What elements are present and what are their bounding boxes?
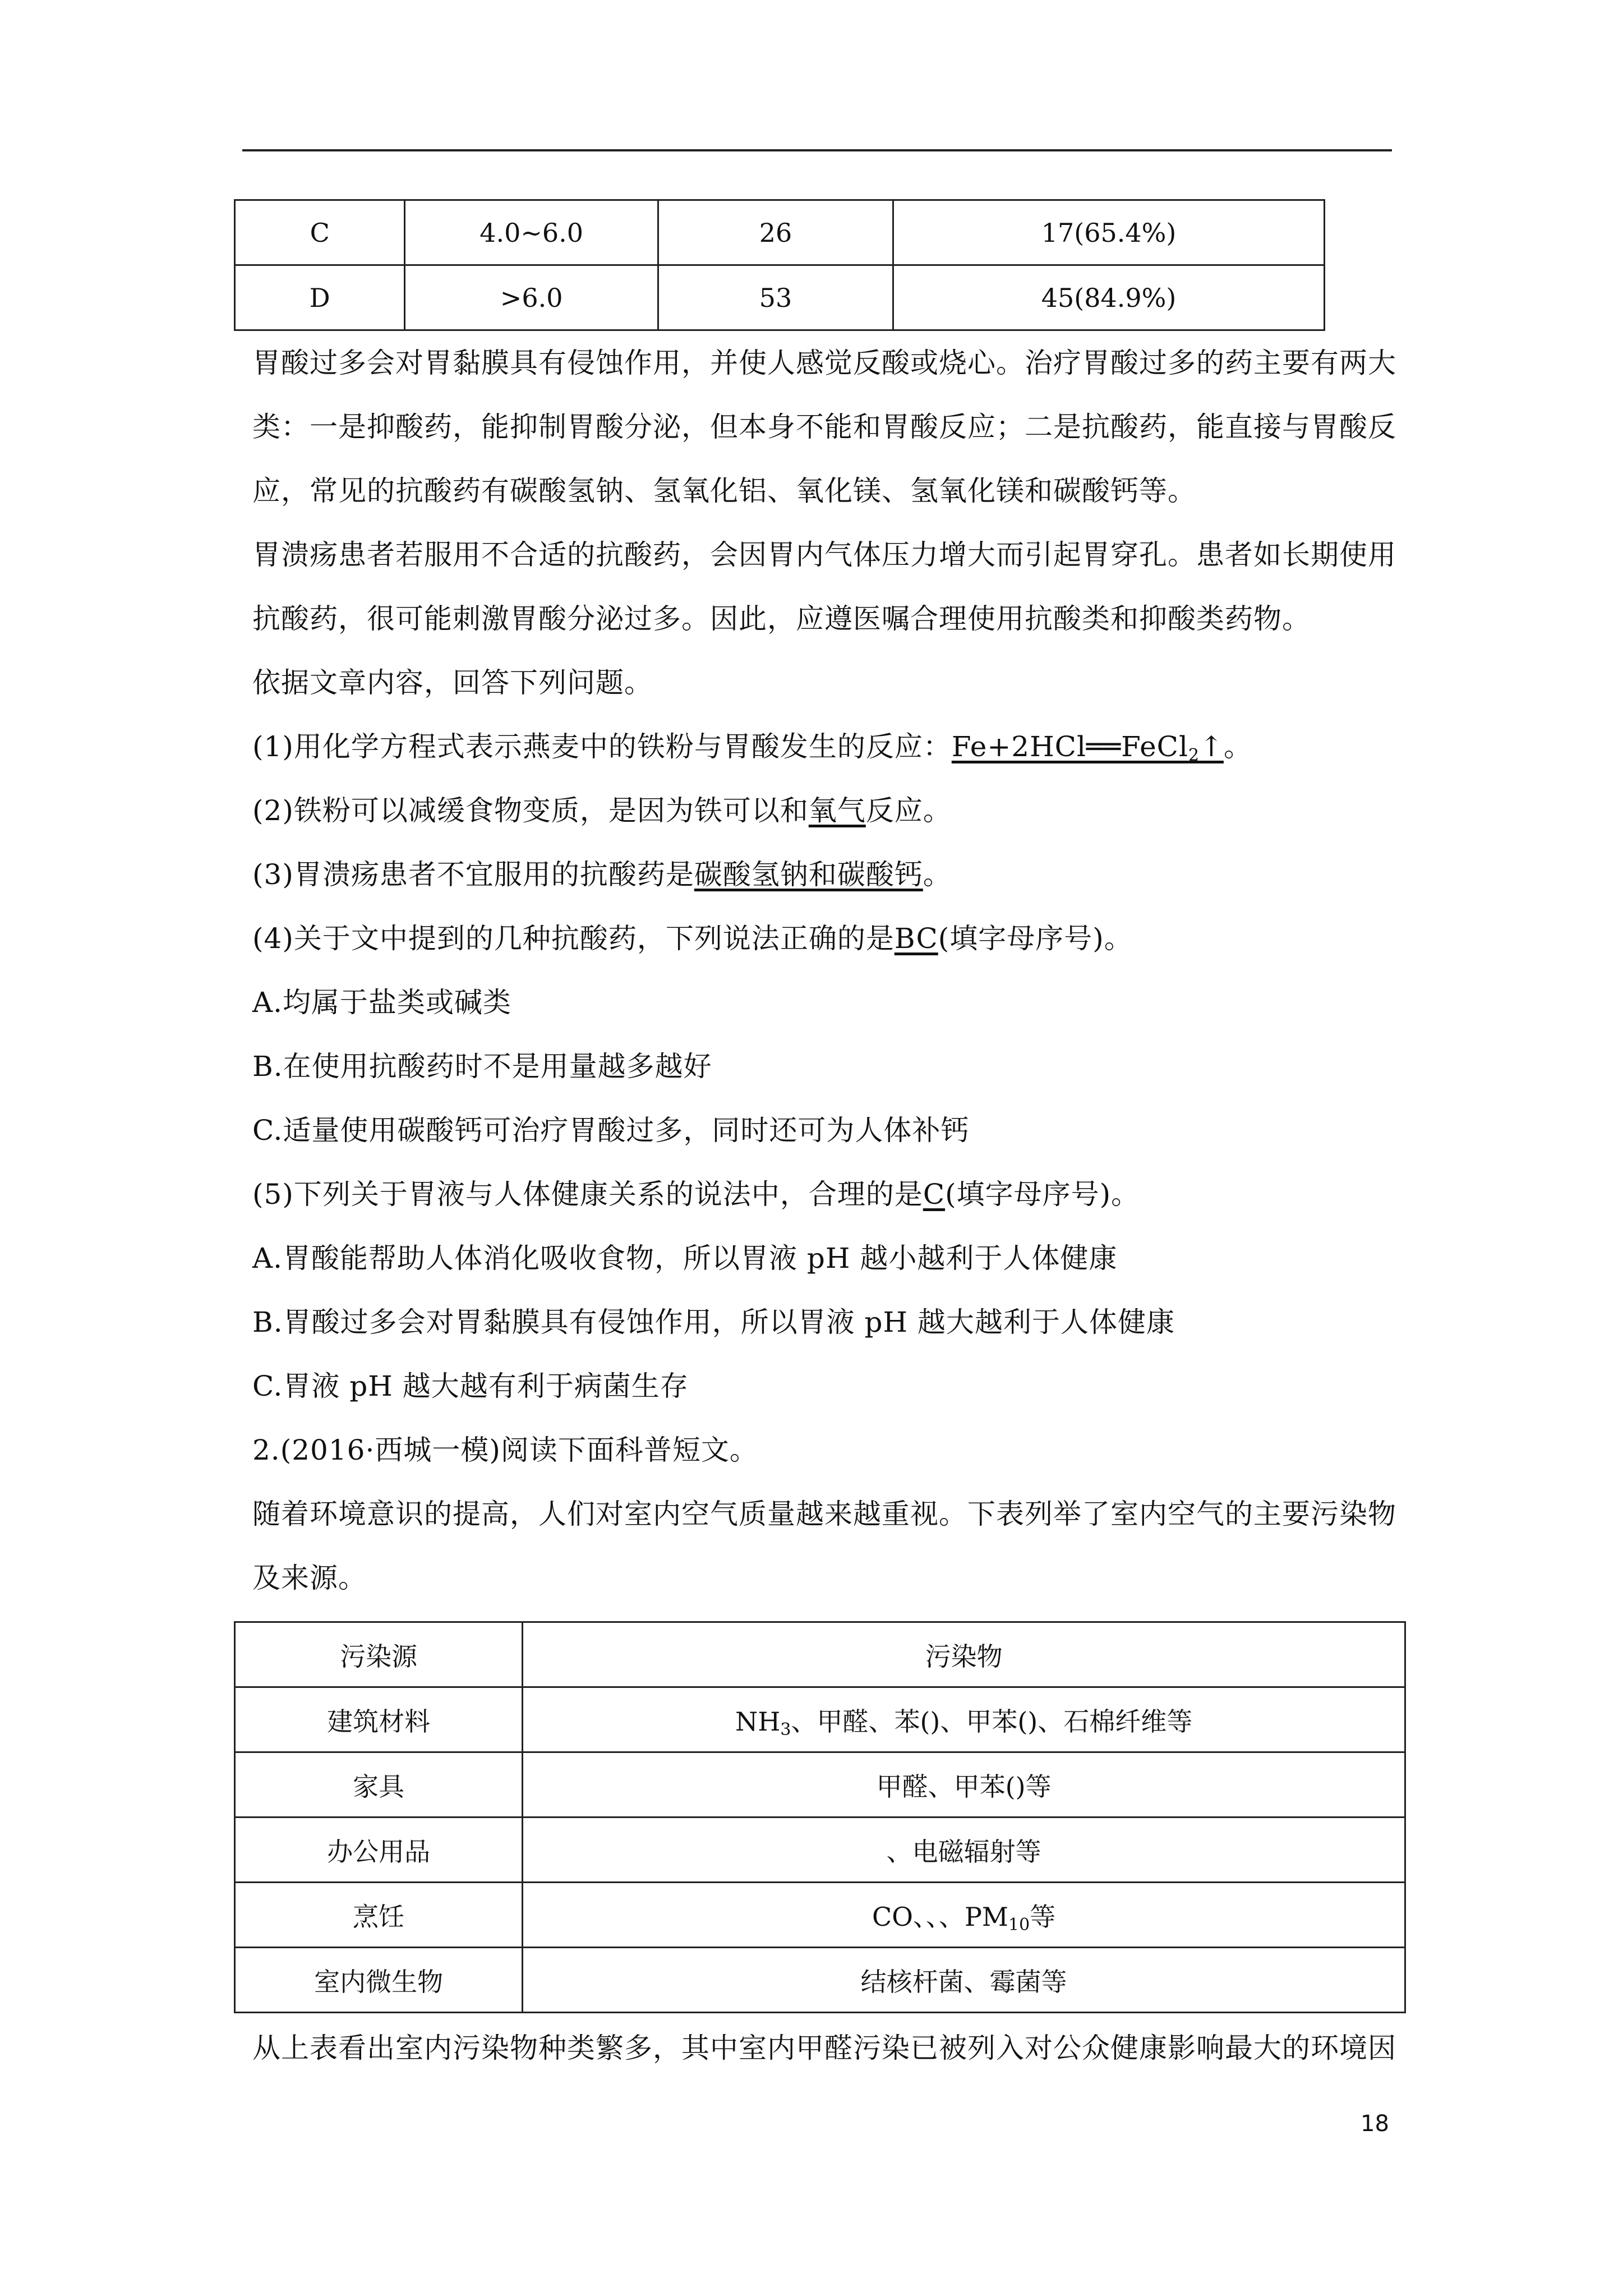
pollutant-table (234, 1621, 1406, 2013)
option-b: B.在使用抗酸药时不是用量越多越好 (252, 1050, 712, 1083)
answer-blank: 碳酸氢钠和碳酸钙 (694, 858, 923, 891)
answer-blank: C (923, 1178, 946, 1211)
option-b: B.胃酸过多会对胃黏膜具有侵蚀作用，所以胃液 pH 越大越利于人体健康 (252, 1306, 1175, 1338)
table-cell: 办公用品 (235, 1818, 523, 1883)
paragraph-line: 胃酸过多会对胃黏膜具有侵蚀作用，并使人感觉反酸或烧心。治疗胃酸过多的药主要有两大 (252, 347, 1396, 379)
question-5: (5)下列关于胃液与人体健康关系的说法中，合理的是C(填字母序号)。 (252, 1178, 1140, 1211)
paragraph-line: 类：一是抑酸药，能抑制胃酸分泌，但本身不能和胃酸反应；二是抗酸药，能直接与胃酸反 (252, 411, 1396, 443)
paragraph-line: 应，常见的抗酸药有碳酸氢钠、氢氧化铝、氧化镁、氢氧化镁和碳酸钙等。 (252, 475, 1196, 507)
table-cell: 、电磁辐射等 (523, 1818, 1405, 1883)
table-cell: 17(65.4%) (893, 200, 1325, 265)
answer-blank: Fe+2HCl══FeCl$_2$↑ (951, 730, 1224, 765)
paragraph-line: 抗酸药，很可能刺激胃酸分泌过多。因此，应遵医嘱合理使用抗酸类和抑酸类药物。 (252, 602, 1311, 635)
table-header-cell: 污染源 (235, 1622, 523, 1687)
option-c: C.胃液 pH 越大越有利于病菌生存 (252, 1370, 689, 1402)
question-text: (4)关于文中提到的几种抗酸药，下列说法正确的是 (252, 922, 895, 955)
table-cell: 结核杆菌、霉菌等 (523, 1948, 1405, 2013)
option-a: A.均属于盐类或碱类 (252, 986, 512, 1019)
option-c: C.适量使用碳酸钙可治疗胃酸过多，同时还可为人体补钙 (252, 1114, 970, 1147)
table-row (235, 1883, 1405, 1948)
table-header-cell: 污染物 (523, 1622, 1405, 1687)
table-cell: 26 (658, 200, 893, 265)
table-cell: CO、、、$PM_{10}$等 (523, 1883, 1405, 1948)
question-3: (3)胃溃疡患者不宜服用的抗酸药是碳酸氢钠和碳酸钙。 (252, 858, 952, 891)
header-rule (242, 149, 1392, 151)
table-cell: 甲醛、甲苯()等 (523, 1752, 1405, 1818)
page-number: 18 (1361, 2111, 1389, 2137)
table-cell: $NH_3$、甲醛、苯()、甲苯()、石棉纤维等 (523, 1687, 1405, 1752)
paragraph-line: 胃溃疡患者若服用不合适的抗酸药，会因胃内气体压力增大而引起胃穿孔。患者如长期使用 (252, 539, 1396, 571)
table-cell: 4.0~6.0 (405, 200, 658, 265)
table-header-row (235, 1622, 1405, 1687)
table-cell: 建筑材料 (235, 1687, 523, 1752)
paragraph-line: 依据文章内容，回答下列问题。 (252, 666, 653, 699)
table-cell: C (235, 200, 405, 265)
table-cell: 53 (658, 265, 893, 330)
question-text: (5)下列关于胃液与人体健康关系的说法中，合理的是 (252, 1178, 923, 1211)
table-row (235, 265, 1325, 330)
table-cell: 45(84.9%) (893, 265, 1325, 330)
table-row (235, 1948, 1405, 2013)
ph-data-table (234, 199, 1325, 331)
question-1: (1)用化学方程式表示燕麦中的铁粉与胃酸发生的反应：Fe+2HCl══FeCl$_2$↑。 (252, 730, 1252, 765)
paragraph-line: 及来源。 (252, 1562, 367, 1594)
answer-blank: BC (894, 922, 938, 955)
table-cell: D (235, 265, 405, 330)
table-cell: 家具 (235, 1752, 523, 1818)
paragraph-line: 随着环境意识的提高，人们对室内空气质量越来越重视。下表列举了室内空气的主要污染物 (252, 1498, 1396, 1530)
answer-blank: 氧气 (808, 794, 866, 827)
question-4: (4)关于文中提到的几种抗酸药，下列说法正确的是BC(填字母序号)。 (252, 922, 1133, 955)
section-title: 2.(2016·西城一模)阅读下面科普短文。 (252, 1434, 758, 1466)
question-text: (3)胃溃疡患者不宜服用的抗酸药是 (252, 858, 694, 891)
table-cell: >6.0 (405, 265, 658, 330)
option-a: A.胃酸能帮助人体消化吸收食物，所以胃液 pH 越小越利于人体健康 (252, 1242, 1118, 1274)
question-text: (1)用化学方程式表示燕麦中的铁粉与胃酸发生的反应： (252, 730, 952, 763)
table-row (235, 1752, 1405, 1818)
table-row (235, 1818, 1405, 1883)
question-2: (2)铁粉可以减缓食物变质，是因为铁可以和氧气反应。 (252, 794, 952, 827)
table-cell: 室内微生物 (235, 1948, 523, 2013)
paragraph-line: 从上表看出室内污染物种类繁多，其中室内甲醛污染已被列入对公众健康影响最大的环境因 (252, 2032, 1396, 2064)
table-row (235, 200, 1325, 265)
table-row (235, 1687, 1405, 1752)
table-cell: 烹饪 (235, 1883, 523, 1948)
question-text: (2)铁粉可以减缓食物变质，是因为铁可以和 (252, 794, 809, 827)
